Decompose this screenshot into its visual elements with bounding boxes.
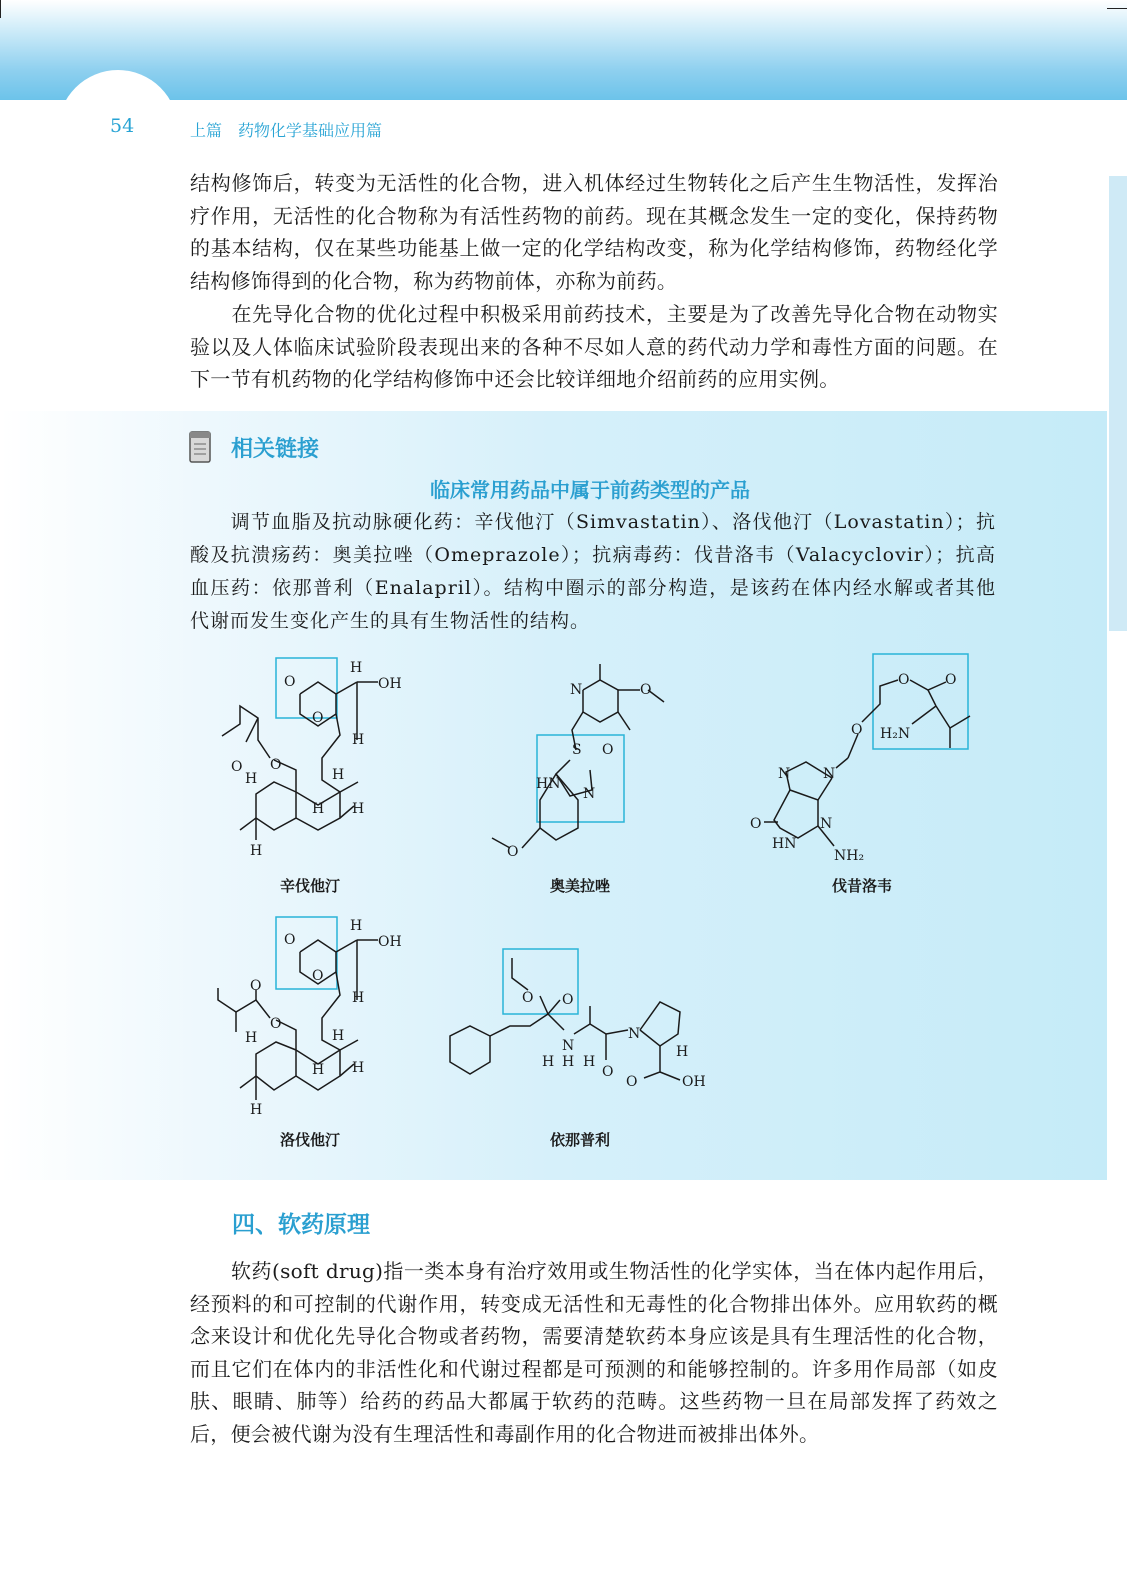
related-link-text: 调节血脂及抗动脉硬化药：辛伐他汀（Simvastatin）、洛伐他汀（Lovastatin）；抗酸及抗溃疡药：奥美拉唑（Omeprazole）；抗病毒药：伐昔洛韦（Valacyclovir）；抗高血压药：依那普利（Enalapril）。结构中圈示的部分构造，是该药在体内经水解或者其他代谢而发生变化产生的具有生物活性的结构。 [190,511,996,632]
atom-label: O [507,844,519,860]
atom-label: H [250,843,263,859]
atom-label: H₂N [880,726,911,742]
atom-label: HN [536,776,561,792]
atom-label: S [572,742,582,758]
atom-label: NH₂ [834,848,865,864]
atom-label: OH [378,676,402,692]
atom-label: H [245,771,258,787]
drug-label-simvastatin: 辛伐他汀 [279,877,340,895]
atom-label: O [284,932,296,948]
intro-paragraph-2: 在先导化合物的优化过程中积极采用前药技术，主要是为了改善先导化合物在动物实验以及人体临床试验阶段表现出来的各种不尽如人意的药代动力学和毒性方面的问题。在下一节有机药物的化学结构修饰中还会比较详细地介绍前药的应用实例。 [190,302,998,391]
atom-label: O [945,672,957,688]
atom-label: O [602,742,614,758]
atom-label: OH [682,1074,706,1090]
atom-label: N [628,1026,641,1042]
atom-label: O [602,1064,614,1080]
drug-label-enalapril: 依那普利 [549,1131,610,1149]
atom-label: O [750,816,762,832]
intro-paragraph-1: 结构修饰后，转变为无活性的化合物，进入机体经过生物转化之后产生生物活性，发挥治疗作用，无活性的化合物称为有活性药物的前药。现在其概念发生一定的变化，保持药物的基本结构，仅在某些功能基上做一定的化学结构改变，称为化学结构修饰，药物经化学结构修饰得到的化合物，称为药物前体，亦称为前药。 [190,171,998,293]
atom-label: O [284,674,296,690]
atom-label: H [350,918,363,934]
atom-label: N [570,682,583,698]
atom-label: N [820,816,833,832]
atom-label: H [312,801,325,817]
valacyclovir-structure [764,654,970,846]
atom-label: O [270,1016,282,1032]
drug-label-valacyclovir: 伐昔洛韦 [831,877,892,895]
atom-label: H [352,801,365,817]
atom-label: H [250,1102,263,1118]
atom-label: O [898,672,910,688]
atom-label: H [562,1054,575,1070]
atom-label: H [352,990,365,1006]
atom-label: O [562,992,574,1008]
related-link-subtitle: 临床常用药品中属于前药类型的产品 [430,478,750,502]
atom-label: O [231,759,243,775]
atom-label: O [626,1074,638,1090]
atom-label: H [350,660,363,676]
atom-label: O [640,682,652,698]
atom-label: N [562,1038,575,1054]
atom-label: H [332,767,345,783]
atom-label: H [676,1044,689,1060]
atom-label: OH [378,934,402,950]
atom-label: H [542,1054,555,1070]
atom-label: N [778,766,791,782]
related-link-title: 相关链接 [231,436,320,462]
atom-label: O [270,757,282,773]
atom-label: H [352,732,365,748]
drug-label-omeprazole: 奥美拉唑 [549,877,610,895]
atom-label: O [312,968,324,984]
atom-label: N [823,766,836,782]
section4-paragraph: 软药(soft drug)指一类本身有治疗效用或生物活性的化学实体，当在体内起作用后，经预料的和可控制的代谢作用，转变成无活性和无毒性的化合物排出体外。应用软药的概念来设计和优化先导化合物或者药物，需要清楚软药本身应该是具有生理活性的化合物，而且它们在体内的非活性化和代谢过程都是可预测的和能够控制的。许多用作局部（如皮肤、眼睛、肺等）给药的药品大都属于软药的范畴。这些药物一旦在局部发挥了药效之后，便会被代谢为没有生理活性和毒副作用的化合物进而被排出体外。 [190,1259,998,1446]
atom-label: H [245,1030,258,1046]
page-number: 54 [110,115,135,137]
atom-label: H [332,1028,345,1044]
running-head: 上篇 药物化学基础应用篇 [190,121,383,140]
atom-label: O [250,978,262,994]
atom-label: H [312,1062,325,1078]
drug-label-lovastatin: 洛伐他汀 [279,1131,340,1149]
atom-label: N [583,786,596,802]
atom-label: O [851,722,863,738]
atom-label: HN [772,836,797,852]
atom-label: H [583,1054,596,1070]
section-heading: 四、软药原理 [232,1211,370,1238]
atom-label: H [352,1060,365,1076]
atom-label: O [522,990,534,1006]
atom-label: O [312,710,324,726]
